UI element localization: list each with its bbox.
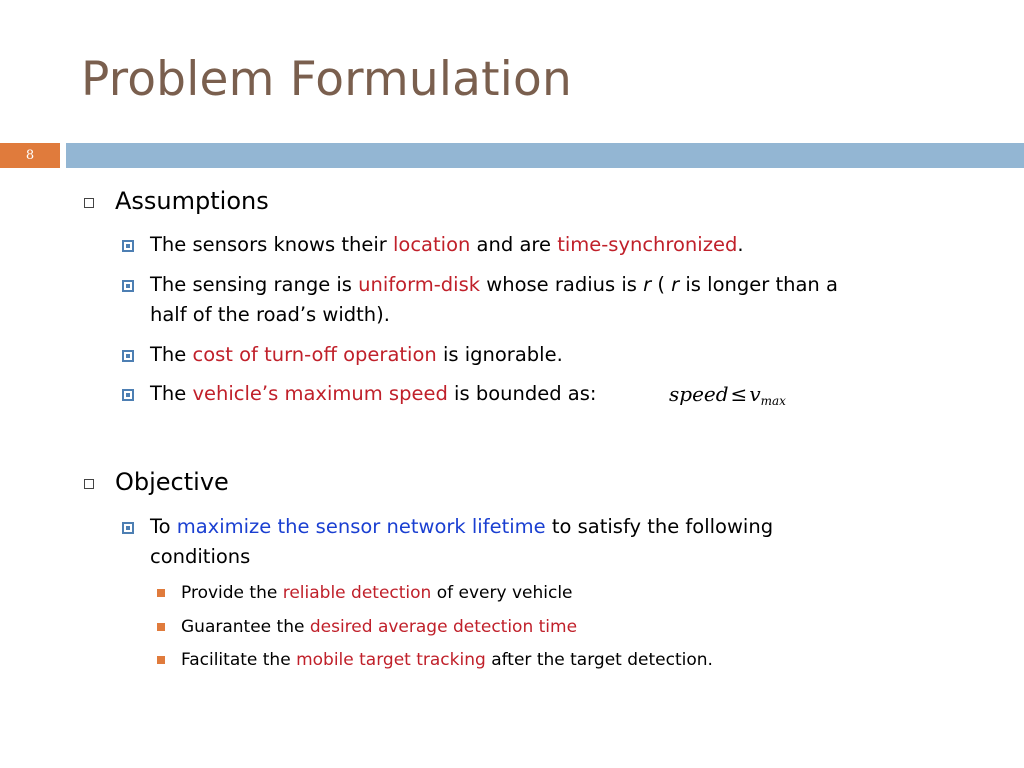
slide-title: Problem Formulation: [81, 52, 572, 107]
orange-square-bullet-icon: [157, 589, 165, 597]
hollow-square-bullet-icon: [84, 198, 94, 208]
square-bullet-icon: [122, 522, 134, 534]
highlight-mobile-target-tracking: mobile target tracking: [296, 650, 486, 670]
orange-square-bullet-icon: [157, 656, 165, 664]
highlight-reliable-detection: reliable detection: [282, 583, 432, 603]
highlight-cost-of-turn-off: cost of turn-off operation: [192, 343, 437, 366]
hollow-square-bullet-icon: [84, 479, 94, 489]
highlight-desired-detection-time: desired average detection time: [309, 617, 578, 637]
highlight-location: location: [392, 233, 471, 256]
assumptions-heading: Assumptions: [115, 187, 269, 215]
square-bullet-icon: [122, 350, 134, 362]
slide: Problem Formulation 8 Assumptions The sensors knows their location and are time-synchronized. The sensing range is uniform-disk whose radius is r ( r is longer than a half of the road’s width). The cost of turn-off operation is ignorable. The vehicle’s maximum speed is bounded as: speed ≤ $v_{max}$ Objective To maximize the sensor network lifetime to satisfy the following conditions Provide the reliable detection of every vehicle Guarantee the desired average detection time Facilitate the mobile target tracking after the target detection.: [0, 0, 1024, 768]
speed-formula: speed ≤ $v_{max}$: [669, 382, 786, 408]
square-bullet-icon: [122, 240, 134, 252]
highlight-time-synchronized: time-synchronized: [557, 233, 738, 256]
highlight-max-speed: vehicle’s maximum speed: [192, 382, 448, 405]
slide-number: 8: [25, 148, 35, 163]
square-bullet-icon: [122, 280, 134, 292]
highlight-maximize-lifetime: maximize the sensor network lifetime: [176, 515, 546, 538]
header-bar: [66, 143, 1024, 168]
square-bullet-icon: [122, 389, 134, 401]
objective-heading: Objective: [115, 468, 229, 496]
orange-square-bullet-icon: [157, 623, 165, 631]
slide-number-box: [0, 143, 60, 168]
highlight-uniform-disk: uniform-disk: [358, 273, 481, 296]
